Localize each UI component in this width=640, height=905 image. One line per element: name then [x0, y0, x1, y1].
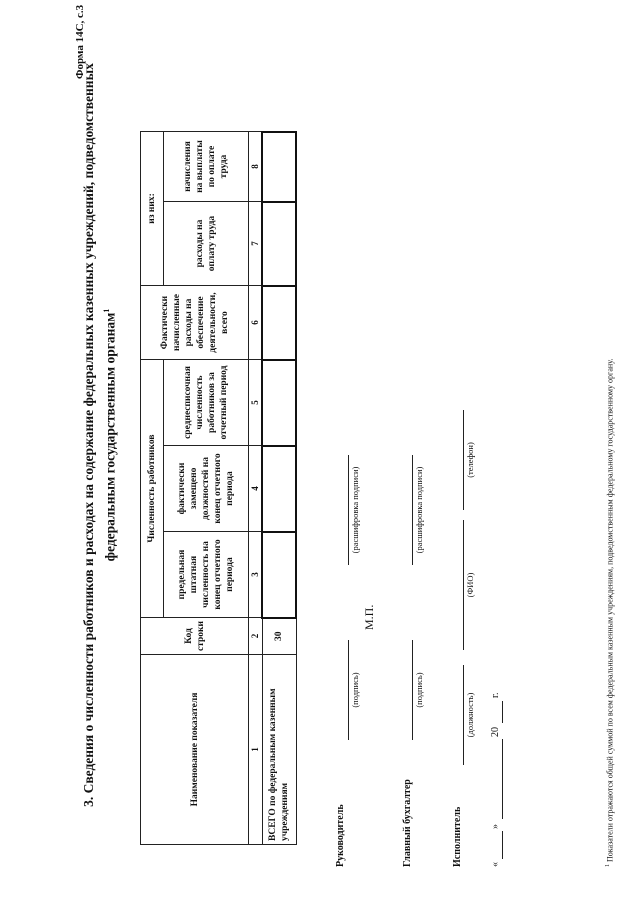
header-labor-expenses: расходы на оплату труда — [164, 202, 249, 286]
header-staff-group: Численность работников — [141, 360, 164, 618]
date-day-line[interactable] — [502, 831, 503, 859]
section-title-text: 3. Сведения о численности работников и расходах на содержание федеральных казенных учреждений, подведомственных федеральным государственным органам — [81, 63, 118, 807]
header-indicator-name: Наименование показателя — [141, 655, 249, 845]
date-open-quote: « — [490, 862, 501, 867]
executor-position-line[interactable] — [463, 665, 464, 765]
executor-position-caption: (должность) — [465, 692, 475, 738]
column-number: 8 — [249, 132, 263, 202]
head-signature-line[interactable] — [348, 640, 349, 740]
date-year-suffix: г. — [490, 692, 501, 698]
header-labor-accruals: начисления на выплаты по оплате труда — [164, 132, 249, 202]
total-row-code: 30 — [262, 618, 296, 655]
total-row — [262, 132, 296, 845]
chief-accountant-decoded-line[interactable] — [412, 455, 413, 565]
total-staff-limit-cell[interactable] — [262, 532, 296, 618]
column-number: 2 — [249, 618, 263, 655]
footnote-text: Показатели отражаются общей суммой по всем федеральным казенным учреждениям, подведомственным федеральному государственному органу. — [605, 358, 615, 862]
executor-phone-line[interactable] — [463, 410, 464, 510]
header-row-code: Код строки — [141, 618, 249, 655]
header-staff-limit: предельная штатная численность на конец отчетного периода — [164, 532, 249, 618]
total-staff-actual-cell[interactable] — [262, 446, 296, 532]
header-of-them: из них: — [141, 132, 164, 286]
chief-accountant-title: Главный бухгалтер — [402, 779, 413, 867]
head-title: Руководитель — [335, 804, 346, 867]
chief-accountant-signature-caption: (подпись) — [414, 672, 424, 708]
column-number: 3 — [249, 532, 263, 618]
total-expenses-cell[interactable] — [262, 286, 296, 360]
head-signature-caption: (подпись) — [350, 672, 360, 708]
section-title — [80, 45, 120, 825]
executor-phone-caption: (телефон) — [465, 442, 475, 478]
executor-fio-caption: (ФИО) — [465, 572, 475, 598]
chief-accountant-signature-line[interactable] — [412, 640, 413, 740]
date-year-line[interactable] — [502, 701, 503, 723]
header-staff-average: среднесписочная численность работников за отчетный период — [164, 360, 249, 446]
total-row-name: ВСЕГО по федеральным казенным учреждениям — [262, 655, 296, 845]
column-number: 7 — [249, 202, 263, 286]
header-actual-expenses: Фактически начисленные расходы на обеспечение деятельности, всего — [141, 286, 249, 360]
date-month-line[interactable] — [502, 739, 503, 819]
column-number: 4 — [249, 446, 263, 532]
head-signature-decoded-line[interactable] — [348, 455, 349, 565]
executor-fio-line[interactable] — [463, 520, 464, 650]
date-close-quote: » — [490, 824, 501, 829]
column-numbers-row — [249, 132, 263, 845]
total-labor-accruals-cell[interactable] — [262, 132, 296, 202]
header-staff-actual: фактически замещено должностей на конец отчетного периода — [164, 446, 249, 532]
form-label: Форма 14С, с.3 — [74, 4, 86, 79]
footnote-mark: 1 — [605, 864, 611, 867]
stamp-place: М.П. — [362, 604, 376, 630]
report-table — [140, 131, 297, 845]
executor-title: Исполнитель — [452, 806, 463, 867]
total-labor-expenses-cell[interactable] — [262, 202, 296, 286]
total-staff-average-cell[interactable] — [262, 360, 296, 446]
head-signature-decoded-caption: (расшифровка подписи) — [350, 466, 360, 554]
title-footnote-mark: 1 — [102, 308, 111, 313]
footnote — [605, 359, 615, 867]
date-year-prefix: 20 — [490, 727, 501, 737]
column-number: 1 — [249, 655, 263, 845]
chief-accountant-decoded-caption: (расшифровка подписи) — [414, 466, 424, 554]
column-number: 5 — [249, 360, 263, 446]
column-number: 6 — [249, 286, 263, 360]
